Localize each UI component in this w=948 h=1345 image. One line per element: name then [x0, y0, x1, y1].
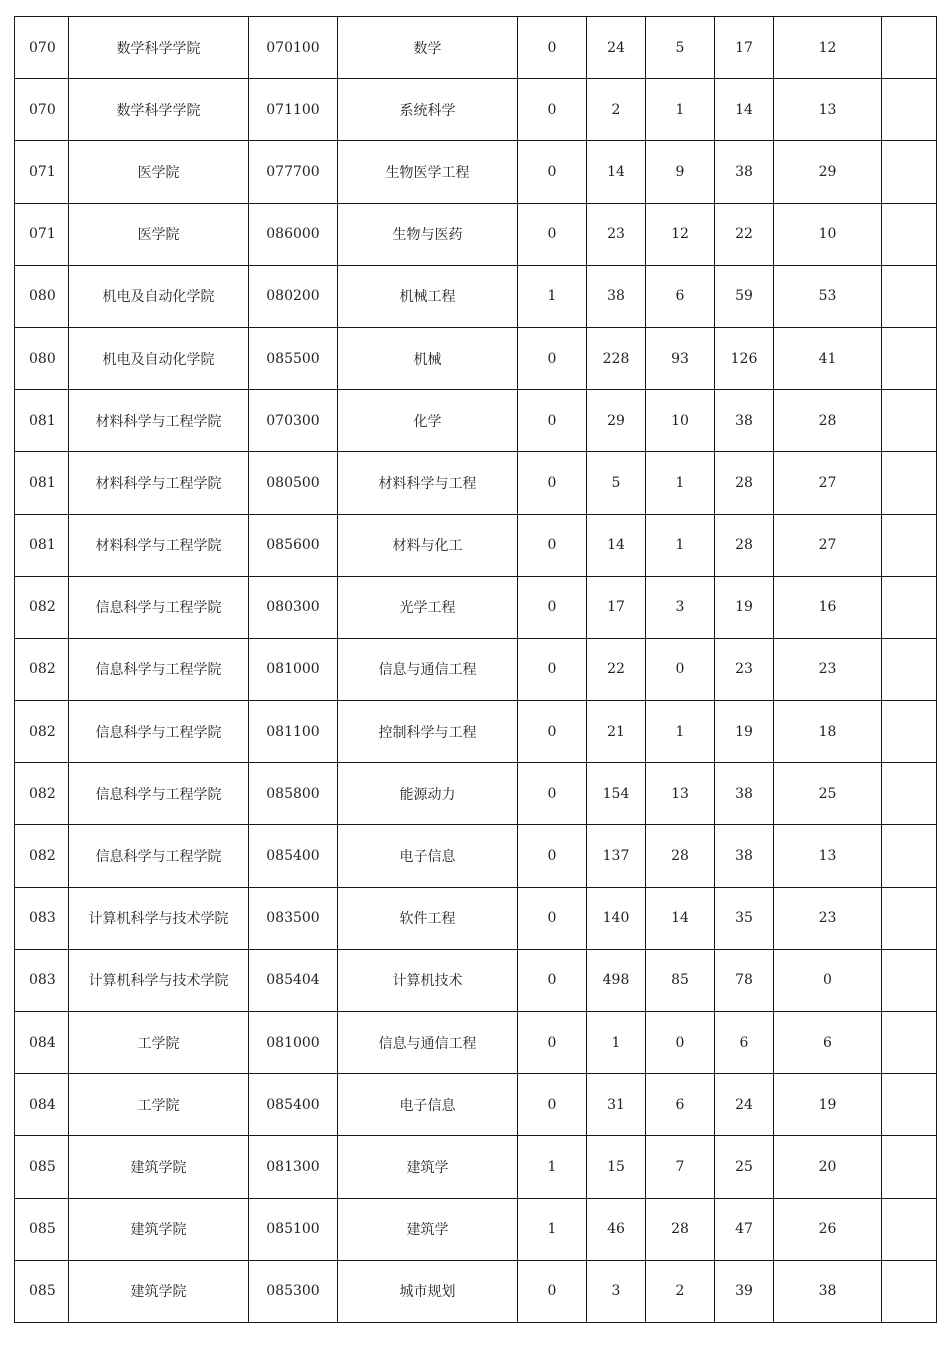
cell-count-b: 140 — [587, 887, 646, 949]
cell-major-code: 085600 — [249, 514, 338, 576]
cell-count-e: 0 — [774, 949, 882, 1011]
cell-count-c: 28 — [646, 825, 715, 887]
cell-major-name: 软件工程 — [338, 887, 518, 949]
cell-count-d: 19 — [715, 701, 774, 763]
cell-college-code: 082 — [15, 763, 69, 825]
cell-major-code: 086000 — [249, 203, 338, 265]
cell-count-b: 31 — [587, 1074, 646, 1136]
cell-major-code: 083500 — [249, 887, 338, 949]
cell-count-a: 0 — [518, 825, 587, 887]
cell-count-a: 0 — [518, 203, 587, 265]
cell-count-d: 39 — [715, 1260, 774, 1322]
cell-count-d: 126 — [715, 327, 774, 389]
cell-count-c: 6 — [646, 1074, 715, 1136]
table-row — [15, 887, 937, 949]
cell-major-name: 信息与通信工程 — [338, 638, 518, 700]
cell-count-c: 13 — [646, 763, 715, 825]
cell-college-name: 工学院 — [69, 1012, 249, 1074]
cell-count-e: 13 — [774, 825, 882, 887]
cell-college-name: 建筑学院 — [69, 1198, 249, 1260]
cell-count-c: 14 — [646, 887, 715, 949]
cell-count-a: 0 — [518, 887, 587, 949]
cell-count-e: 28 — [774, 390, 882, 452]
cell-major-code: 080300 — [249, 576, 338, 638]
cell-count-a: 0 — [518, 1012, 587, 1074]
cell-major-code: 085400 — [249, 825, 338, 887]
cell-count-e: 26 — [774, 1198, 882, 1260]
cell-major-code: 081000 — [249, 638, 338, 700]
cell-major-name: 系统科学 — [338, 79, 518, 141]
table-row — [15, 327, 937, 389]
admission-table — [14, 16, 937, 1323]
cell-count-d: 6 — [715, 1012, 774, 1074]
cell-college-code: 081 — [15, 514, 69, 576]
cell-count-e: 12 — [774, 17, 882, 79]
cell-college-name: 建筑学院 — [69, 1136, 249, 1198]
cell-college-code: 082 — [15, 701, 69, 763]
cell-college-code: 080 — [15, 327, 69, 389]
cell-college-name: 材料科学与工程学院 — [69, 390, 249, 452]
cell-count-d: 14 — [715, 79, 774, 141]
cell-count-a: 0 — [518, 1074, 587, 1136]
cell-remark — [882, 825, 937, 887]
cell-count-e: 6 — [774, 1012, 882, 1074]
cell-count-a: 0 — [518, 701, 587, 763]
cell-major-code: 077700 — [249, 141, 338, 203]
cell-count-d: 28 — [715, 514, 774, 576]
cell-count-c: 1 — [646, 452, 715, 514]
table-row — [15, 17, 937, 79]
cell-college-name: 建筑学院 — [69, 1260, 249, 1322]
table-row — [15, 701, 937, 763]
cell-college-code: 085 — [15, 1260, 69, 1322]
cell-major-name: 建筑学 — [338, 1136, 518, 1198]
cell-count-d: 24 — [715, 1074, 774, 1136]
cell-major-name: 城市规划 — [338, 1260, 518, 1322]
cell-major-name: 电子信息 — [338, 825, 518, 887]
cell-remark — [882, 141, 937, 203]
cell-college-name: 材料科学与工程学院 — [69, 514, 249, 576]
cell-count-b: 24 — [587, 17, 646, 79]
cell-major-code: 085300 — [249, 1260, 338, 1322]
cell-major-name: 能源动力 — [338, 763, 518, 825]
cell-college-code: 070 — [15, 17, 69, 79]
table-row — [15, 763, 937, 825]
cell-college-name: 机电及自动化学院 — [69, 265, 249, 327]
cell-count-c: 9 — [646, 141, 715, 203]
cell-major-code: 071100 — [249, 79, 338, 141]
cell-count-a: 0 — [518, 327, 587, 389]
cell-count-b: 23 — [587, 203, 646, 265]
cell-count-b: 2 — [587, 79, 646, 141]
cell-major-code: 085500 — [249, 327, 338, 389]
cell-remark — [882, 17, 937, 79]
cell-count-b: 17 — [587, 576, 646, 638]
table-row — [15, 825, 937, 887]
cell-count-d: 38 — [715, 390, 774, 452]
cell-count-c: 1 — [646, 701, 715, 763]
cell-remark — [882, 1260, 937, 1322]
cell-count-e: 23 — [774, 887, 882, 949]
cell-college-code: 081 — [15, 452, 69, 514]
cell-count-c: 5 — [646, 17, 715, 79]
cell-count-b: 228 — [587, 327, 646, 389]
cell-college-name: 信息科学与工程学院 — [69, 701, 249, 763]
cell-college-name: 信息科学与工程学院 — [69, 638, 249, 700]
table-row — [15, 1136, 937, 1198]
table-row — [15, 265, 937, 327]
cell-remark — [882, 949, 937, 1011]
cell-count-e: 41 — [774, 327, 882, 389]
cell-count-b: 5 — [587, 452, 646, 514]
cell-remark — [882, 265, 937, 327]
table-row — [15, 1198, 937, 1260]
cell-count-a: 1 — [518, 1198, 587, 1260]
cell-count-b: 14 — [587, 141, 646, 203]
cell-count-c: 3 — [646, 576, 715, 638]
cell-count-a: 0 — [518, 514, 587, 576]
cell-count-a: 0 — [518, 17, 587, 79]
cell-college-code: 070 — [15, 79, 69, 141]
cell-college-name: 信息科学与工程学院 — [69, 763, 249, 825]
cell-major-name: 光学工程 — [338, 576, 518, 638]
cell-count-e: 10 — [774, 203, 882, 265]
cell-count-d: 38 — [715, 825, 774, 887]
cell-count-a: 0 — [518, 1260, 587, 1322]
cell-count-c: 1 — [646, 514, 715, 576]
cell-college-code: 071 — [15, 141, 69, 203]
cell-count-c: 85 — [646, 949, 715, 1011]
cell-count-b: 38 — [587, 265, 646, 327]
cell-remark — [882, 1074, 937, 1136]
cell-count-a: 0 — [518, 141, 587, 203]
cell-college-name: 信息科学与工程学院 — [69, 576, 249, 638]
cell-count-e: 53 — [774, 265, 882, 327]
cell-college-code: 080 — [15, 265, 69, 327]
cell-count-d: 19 — [715, 576, 774, 638]
cell-count-b: 21 — [587, 701, 646, 763]
cell-major-code: 081000 — [249, 1012, 338, 1074]
table-row — [15, 1074, 937, 1136]
cell-major-code: 081100 — [249, 701, 338, 763]
cell-remark — [882, 203, 937, 265]
cell-remark — [882, 1012, 937, 1074]
cell-count-b: 498 — [587, 949, 646, 1011]
cell-major-code: 070300 — [249, 390, 338, 452]
cell-count-b: 3 — [587, 1260, 646, 1322]
cell-college-code: 082 — [15, 825, 69, 887]
cell-major-name: 数学 — [338, 17, 518, 79]
cell-count-a: 0 — [518, 638, 587, 700]
table-row — [15, 203, 937, 265]
cell-count-c: 7 — [646, 1136, 715, 1198]
cell-count-b: 29 — [587, 390, 646, 452]
table-row — [15, 1260, 937, 1322]
table-row — [15, 949, 937, 1011]
cell-count-b: 22 — [587, 638, 646, 700]
cell-count-d: 78 — [715, 949, 774, 1011]
cell-college-name: 计算机科学与技术学院 — [69, 949, 249, 1011]
cell-count-a: 0 — [518, 452, 587, 514]
cell-college-name: 机电及自动化学院 — [69, 327, 249, 389]
cell-count-c: 2 — [646, 1260, 715, 1322]
cell-remark — [882, 390, 937, 452]
cell-count-b: 137 — [587, 825, 646, 887]
cell-major-code: 080500 — [249, 452, 338, 514]
cell-count-d: 23 — [715, 638, 774, 700]
cell-count-d: 17 — [715, 17, 774, 79]
page-footer-cutoff — [420, 1338, 540, 1345]
cell-major-name: 机械 — [338, 327, 518, 389]
cell-college-code: 082 — [15, 576, 69, 638]
table-row — [15, 1012, 937, 1074]
table-body — [15, 17, 937, 1323]
cell-count-d: 59 — [715, 265, 774, 327]
cell-count-e: 13 — [774, 79, 882, 141]
table-row — [15, 638, 937, 700]
cell-major-code: 085400 — [249, 1074, 338, 1136]
cell-remark — [882, 1136, 937, 1198]
cell-college-name: 数学科学学院 — [69, 79, 249, 141]
cell-count-e: 16 — [774, 576, 882, 638]
table-row — [15, 576, 937, 638]
cell-major-name: 机械工程 — [338, 265, 518, 327]
cell-college-code: 071 — [15, 203, 69, 265]
cell-count-e: 20 — [774, 1136, 882, 1198]
cell-major-name: 建筑学 — [338, 1198, 518, 1260]
cell-count-b: 15 — [587, 1136, 646, 1198]
cell-major-name: 材料与化工 — [338, 514, 518, 576]
cell-college-code: 084 — [15, 1012, 69, 1074]
cell-college-code: 081 — [15, 390, 69, 452]
cell-major-code: 085100 — [249, 1198, 338, 1260]
cell-remark — [882, 701, 937, 763]
cell-major-name: 材料科学与工程 — [338, 452, 518, 514]
cell-remark — [882, 576, 937, 638]
cell-college-code: 083 — [15, 887, 69, 949]
cell-count-c: 6 — [646, 265, 715, 327]
cell-major-name: 控制科学与工程 — [338, 701, 518, 763]
cell-count-a: 0 — [518, 390, 587, 452]
cell-count-a: 0 — [518, 576, 587, 638]
table-row — [15, 79, 937, 141]
cell-major-name: 生物与医药 — [338, 203, 518, 265]
cell-remark — [882, 887, 937, 949]
cell-major-name: 生物医学工程 — [338, 141, 518, 203]
table-row — [15, 514, 937, 576]
cell-count-d: 25 — [715, 1136, 774, 1198]
cell-major-code: 081300 — [249, 1136, 338, 1198]
cell-count-e: 29 — [774, 141, 882, 203]
cell-major-code: 080200 — [249, 265, 338, 327]
cell-major-name: 化学 — [338, 390, 518, 452]
cell-count-b: 1 — [587, 1012, 646, 1074]
cell-count-a: 1 — [518, 265, 587, 327]
cell-college-name: 计算机科学与技术学院 — [69, 887, 249, 949]
cell-college-name: 医学院 — [69, 141, 249, 203]
cell-count-d: 38 — [715, 141, 774, 203]
cell-college-code: 085 — [15, 1198, 69, 1260]
cell-count-e: 18 — [774, 701, 882, 763]
cell-count-c: 10 — [646, 390, 715, 452]
table-row — [15, 141, 937, 203]
cell-major-name: 电子信息 — [338, 1074, 518, 1136]
cell-count-b: 154 — [587, 763, 646, 825]
cell-college-name: 信息科学与工程学院 — [69, 825, 249, 887]
cell-count-c: 1 — [646, 79, 715, 141]
cell-count-c: 0 — [646, 1012, 715, 1074]
cell-remark — [882, 452, 937, 514]
cell-count-d: 22 — [715, 203, 774, 265]
cell-count-e: 23 — [774, 638, 882, 700]
cell-remark — [882, 638, 937, 700]
cell-college-code: 083 — [15, 949, 69, 1011]
cell-count-c: 0 — [646, 638, 715, 700]
cell-major-name: 计算机技术 — [338, 949, 518, 1011]
cell-remark — [882, 79, 937, 141]
cell-major-code: 070100 — [249, 17, 338, 79]
table-row — [15, 390, 937, 452]
cell-count-b: 46 — [587, 1198, 646, 1260]
cell-count-e: 19 — [774, 1074, 882, 1136]
cell-major-name: 信息与通信工程 — [338, 1012, 518, 1074]
cell-major-code: 085404 — [249, 949, 338, 1011]
cell-count-c: 93 — [646, 327, 715, 389]
cell-count-d: 38 — [715, 763, 774, 825]
cell-count-a: 0 — [518, 79, 587, 141]
cell-count-d: 47 — [715, 1198, 774, 1260]
cell-count-e: 25 — [774, 763, 882, 825]
cell-college-code: 082 — [15, 638, 69, 700]
cell-remark — [882, 763, 937, 825]
cell-remark — [882, 1198, 937, 1260]
cell-college-name: 数学科学学院 — [69, 17, 249, 79]
cell-count-c: 12 — [646, 203, 715, 265]
cell-count-a: 0 — [518, 949, 587, 1011]
cell-count-e: 27 — [774, 514, 882, 576]
cell-count-c: 28 — [646, 1198, 715, 1260]
cell-college-code: 084 — [15, 1074, 69, 1136]
cell-count-d: 35 — [715, 887, 774, 949]
table-row — [15, 452, 937, 514]
cell-college-name: 材料科学与工程学院 — [69, 452, 249, 514]
cell-remark — [882, 327, 937, 389]
cell-count-e: 38 — [774, 1260, 882, 1322]
cell-college-name: 医学院 — [69, 203, 249, 265]
cell-college-name: 工学院 — [69, 1074, 249, 1136]
cell-count-d: 28 — [715, 452, 774, 514]
cell-college-code: 085 — [15, 1136, 69, 1198]
cell-major-code: 085800 — [249, 763, 338, 825]
cell-remark — [882, 514, 937, 576]
cell-count-b: 14 — [587, 514, 646, 576]
cell-count-a: 0 — [518, 763, 587, 825]
cell-count-e: 27 — [774, 452, 882, 514]
cell-count-a: 1 — [518, 1136, 587, 1198]
